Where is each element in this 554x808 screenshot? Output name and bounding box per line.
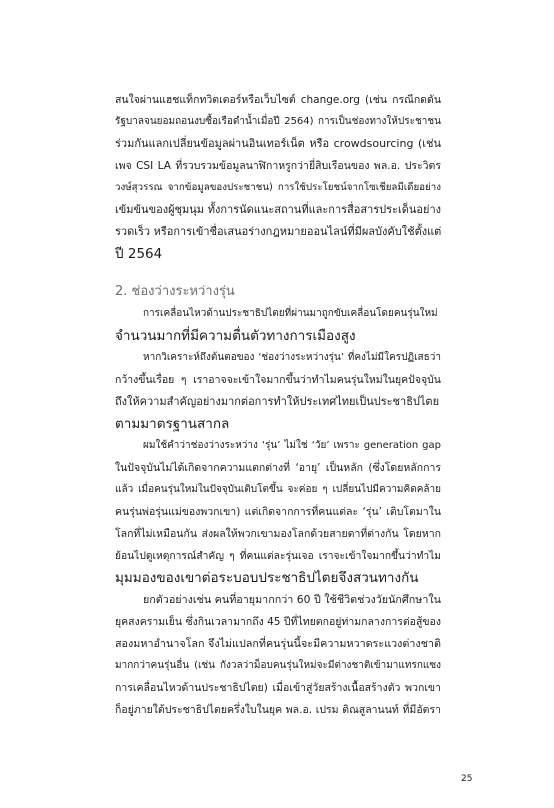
text-line: มุมมองของเขาต่อระบอบประชาธิปไตยจึงสวนทางกัน: [115, 570, 419, 586]
page-number: 25: [461, 774, 473, 784]
text-line: สองมหาอำนาจโลก จึงไม่แปลกที่คนรุ่นนี้จะมีความหวาดระแวงต่างชาติ: [115, 637, 441, 650]
text-line: ผมใช้คำว่าช่องว่างระหว่าง ‘รุ่น’ ไม่ใช่ ‘วัย’ เพราะ generation gap: [143, 440, 441, 451]
body-text: [115, 89, 441, 721]
text-line: การเคลื่อนไหวด้านประชาธิปไตย) เมื่อเข้าสู่วัยสร้างเนื้อสร้างตัว พวกเขา: [115, 682, 441, 694]
text-line: ถึงให้ความสำคัญอย่างมากต่อการทำให้ประเทศไทยเป็นประชาธิปไตย: [115, 395, 440, 408]
section-heading: 2. ช่องว่างระหว่างรุ่น: [115, 284, 235, 299]
text-line: หากวิเคราะห์ถึงต้นตอของ ‘ช่องว่างระหว่างรุ่น’ ที่คงไม่มีใครปฏิเสธว่า: [143, 352, 441, 363]
text-line: วงษ์สุวรรณ จากข้อมูลของประชาชน) การใช้ประโยชน์จากโซเชียลมีเดียอย่าง: [115, 182, 441, 193]
text-line: เข้มข้นของผู้ชุมนุม ทั้งการนัดแนะสถานที่และการสื่อสารประเด็นอย่าง: [115, 203, 441, 216]
text-line: ยกตัวอย่างเช่น คนที่อายุมากกว่า 60 ปี ใช้ชีวิตช่วงวัยนักศึกษาใน: [143, 593, 441, 606]
text-line: จำนวนมากที่มีความตื่นตัวทางการเมืองสูง: [115, 328, 356, 344]
paragraph-2: [115, 303, 441, 347]
text-line: รัฐบาลจนยอมถอนงบซื้อเรือดำน้ำเมื่อปี 2564) การเป็นช่องทางให้ประชาชน: [115, 116, 441, 127]
text-line: ในปัจจุบันไม่ได้เกิดจากความแตกต่างที่ ‘อายุ’ เป็นหลัก (ซึ่งโดยหลักการ: [115, 462, 441, 474]
paragraph-5: [115, 589, 441, 721]
text-line: กว้างขึ้นเรื่อย ๆ เราอาจจะเข้าใจมากขึ้นว่าทำไมคนรุ่นใหม่ในยุคปัจจุบัน: [115, 374, 441, 386]
text-line: ตามมาตรฐานสากล: [115, 416, 230, 432]
text-line: ยุคสงครามเย็น ซึ่งกินเวลามากถึง 45 ปีที่ไทยตกอยู่ท่ามกลางการต่อสู้ของ: [115, 616, 441, 628]
text-line: แล้ว เมื่อคนรุ่นใหม่ในปัจจุบันเติบโตขึ้น จะค่อย ๆ เปลี่ยนไปมีความคิดคล้าย: [115, 484, 441, 495]
paragraph-3: [115, 347, 441, 435]
text-line: ย้อนไปดูเหตุการณ์สำคัญ ๆ ที่คนแต่ละรุ่นเจอ เราจะเข้าใจมากขึ้นว่าทำไม: [115, 550, 441, 562]
paragraph-4: [115, 435, 441, 589]
text-line: รวดเร็ว หรือการเข้าชื่อเสนอร่างกฎหมายออนไลน์ที่มีผลบังคับใช้ตั้งแต่: [115, 225, 442, 238]
text-line: คนรุ่นพ่อรุ่นแม่ของพวกเขา) แต่เกิดจากการที่คนแต่ละ ‘รุ่น’ เติบโตมาใน: [115, 506, 441, 518]
text-line: มากกว่าคนรุ่นอื่น (เช่น กังวลว่าม็อบคนรุ่นใหม่จะมีต่างชาติเข้ามาแทรกแซง: [115, 660, 441, 671]
text-line: ปี 2564: [115, 246, 163, 262]
text-line: ก็อยู่ภายใต้ประชาธิปไตยครึ่งใบในยุค พล.อ. เปรม ติณสูลานนท์ ที่มีอัตรา: [115, 704, 441, 716]
text-line: การเคลื่อนไหวด้านประชาธิปไตยที่ผ่านมาถูกขับเคลื่อนโดยคนรุ่นใหม่: [143, 308, 438, 319]
text-line: โลกที่ไม่เหมือนกัน ส่งผลให้พวกเขามองโลกด้วยสายตาที่ต่างกัน โดยหาก: [115, 528, 441, 540]
paragraph-1: [115, 89, 441, 265]
text-line: เพจ CSI LA ที่รวบรวมข้อมูลนาฬิกาหรูกว่ายี่สิบเรือนของ พล.อ. ประวิตร: [115, 160, 441, 172]
text-line: ร่วมกันแลกเปลี่ยนข้อมูลผ่านอินเทอร์เน็ต หรือ crowdsourcing (เช่น: [115, 137, 441, 150]
text-line: สนใจผ่านแฮชแท็กทวิตเตอร์หรือเว็บไซต์ change.org (เช่น กรณีกดดัน: [115, 94, 441, 106]
